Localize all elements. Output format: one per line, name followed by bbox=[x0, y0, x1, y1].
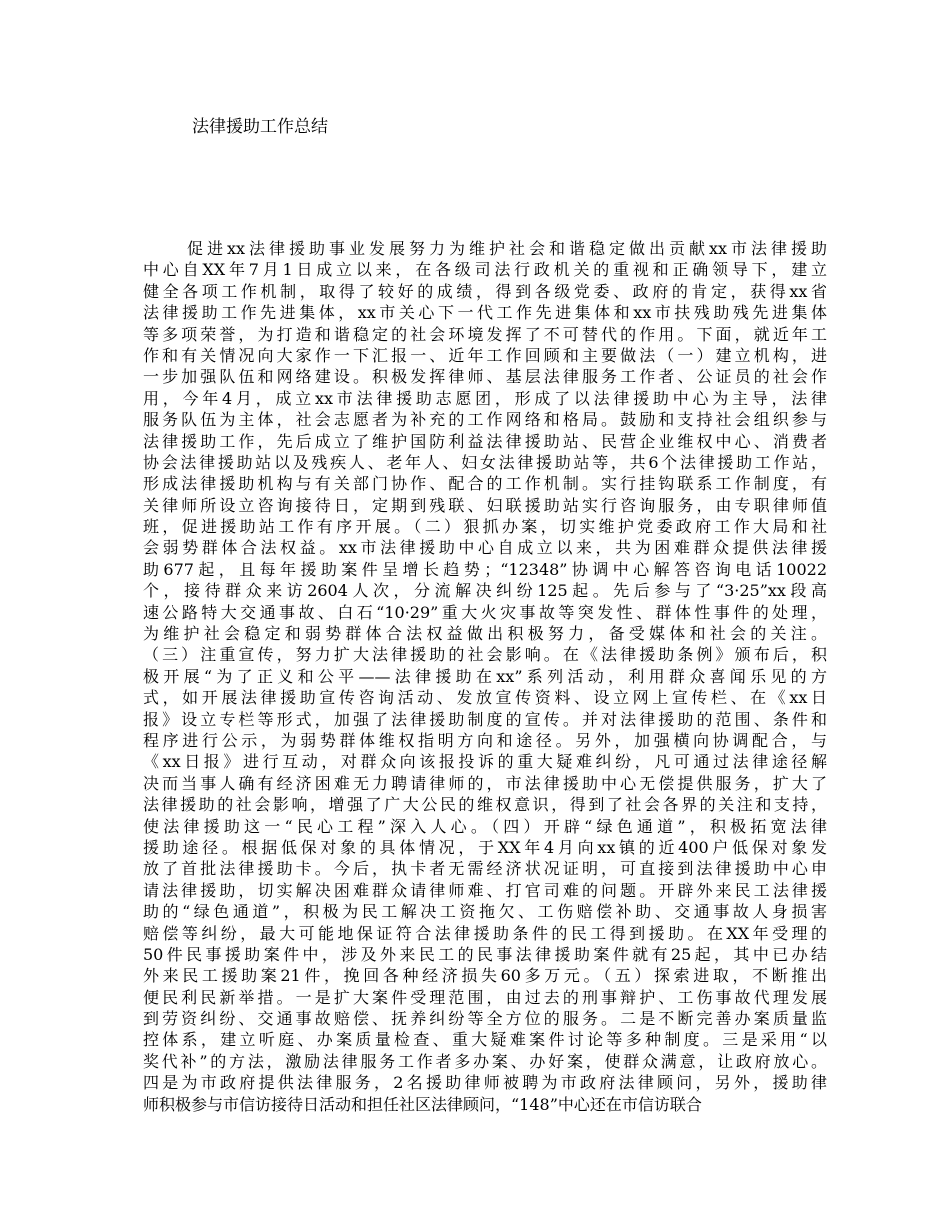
body-line: 形成法律援助机构与有关部门协作、配合的工作机制。实行挂钩联系工作制度，有 bbox=[143, 474, 827, 494]
body-line: 服务队伍为主体，社会志愿者为补充的工作网络和格局。鼓励和支持社会组织参与 bbox=[143, 410, 827, 430]
body-line: 班，促进援助站工作有序开展。（二）狠抓办案，切实维护党委政府工作大局和社 bbox=[143, 517, 827, 537]
body-line: 健全各项工作机制，取得了较好的成绩，得到各级党委、政府的肯定，获得xx省 bbox=[143, 281, 827, 301]
body-line: 报》设立专栏等形式，加强了法律援助制度的宣传。并对法律援助的范围、条件和 bbox=[143, 709, 827, 729]
body-line: 速公路特大交通事故、白石“10·29”重大火灾事故等突发性、群体性事件的处理， bbox=[143, 602, 827, 622]
body-line: 关律师所设立咨询接待日，定期到残联、妇联援助站实行咨询服务，由专职律师值 bbox=[143, 495, 827, 515]
body-line: 等多项荣誉，为打造和谐稳定的社会环境发挥了不可替代的作用。下面，就近年工 bbox=[143, 324, 827, 344]
body-line: 为维护社会稳定和弱势群体合法权益做出积极努力，备受媒体和社会的关注。 bbox=[143, 624, 827, 644]
body-line: 个，接待群众来访2604人次，分流解决纠纷125起。先后参与了“3·25”xx段高 bbox=[143, 581, 827, 601]
body-line: （三）注重宣传，努力扩大法律援助的社会影响。在《法律援助条例》颁布后，积 bbox=[143, 645, 827, 665]
body-line: 四是为市政府提供法律服务，2名援助律师被聘为市政府法律顾问，另外，援助律 bbox=[143, 1073, 827, 1093]
body-line: 极开展“为了正义和公平——法律援助在xx”系列活动，利用群众喜闻乐见的方 bbox=[143, 666, 827, 686]
body-line: 放了首批法律援助卡。今后，执卡者无需经济状况证明，可直接到法律援助中心申 bbox=[143, 859, 827, 879]
body-line: 控体系，建立听庭、办案质量检查、重大疑难案件讨论等多种制度。三是采用“以 bbox=[143, 1030, 827, 1050]
document-title: 法律援助工作总结 bbox=[192, 117, 328, 137]
body-line: 援助途径。根据低保对象的具体情况，于XX年4月向xx镇的近400户低保对象发 bbox=[143, 837, 827, 857]
body-line: 中心自XX年7月1日成立以来，在各级司法行政机关的重视和正确领导下，建立 bbox=[143, 260, 827, 280]
body-line: 决而当事人确有经济困难无力聘请律师的，市法律援助中心无偿提供服务，扩大了 bbox=[143, 773, 827, 793]
body-line: 式，如开展法律援助宣传咨询活动、发放宣传资料、设立网上宣传栏、在《xx日 bbox=[143, 688, 827, 708]
body-line: 奖代补”的方法，激励法律服务工作者多办案、办好案，使群众满意，让政府放心。 bbox=[143, 1051, 827, 1071]
body-line: 会弱势群体合法权益。xx市法律援助中心自成立以来，共为困难群众提供法律援 bbox=[143, 538, 827, 558]
body-line: 用，今年4月，成立xx市法律援助志愿团，形成了以法律援助中心为主导，法律 bbox=[143, 388, 827, 408]
body-line: 助的“绿色通道”，积极为民工解决工资拖欠、工伤赔偿补助、交通事故人身损害 bbox=[143, 902, 827, 922]
body-line: 外来民工援助案21件，挽回各种经济损失60多万元。（五）探索进取，不断推出 bbox=[143, 966, 827, 986]
body-line: 程序进行公示，为弱势群体维权指明方向和途径。另外，加强横向协调配合，与 bbox=[143, 730, 827, 750]
body-line: 一步加强队伍和网络建设。积极发挥律师、基层法律服务工作者、公证员的社会作 bbox=[143, 367, 827, 387]
body-line: 促进xx法律援助事业发展努力为维护社会和谐稳定做出贡献xx市法律援助 bbox=[187, 239, 827, 258]
body-line: 法律援助工作先进集体，xx市关心下一代工作先进集体和xx市扶残助残先进集体 bbox=[143, 303, 827, 323]
body-line: 协会法律援助站以及残疾人、老年人、妇女法律援助站等，共6个法律援助工作站， bbox=[143, 452, 827, 472]
body-line: 50件民事援助案件中，涉及外来民工的民事法律援助案件就有25起，其中已办结 bbox=[143, 944, 827, 964]
body-line: 法律援助工作，先后成立了维护国防利益法律援助站、民营企业维权中心、消费者 bbox=[143, 431, 827, 451]
body-line: 作和有关情况向大家作一下汇报一、近年工作回顾和主要做法（一）建立机构，进 bbox=[143, 345, 827, 365]
body-line: 法律援助的社会影响，增强了广大公民的维权意识，得到了社会各界的关注和支持， bbox=[143, 795, 827, 815]
document-body bbox=[143, 238, 827, 1115]
body-line: 使法律援助这一“民心工程”深入人心。（四）开辟“绿色通道”，积极拓宽法律 bbox=[143, 816, 827, 836]
body-line: 助677起，且每年援助案件呈增长趋势；“12348”协调中心解答咨询电话10022 bbox=[143, 559, 827, 579]
body-line: 《xx日报》进行互动，对群众向该报投诉的重大疑难纠纷，凡可通过法律途径解 bbox=[143, 752, 827, 772]
body-line: 赔偿等纠纷，最大可能地保证符合法律援助条件的民工得到援助。在XX年受理的 bbox=[143, 923, 827, 943]
body-line: 师积极参与市信访接待日活动和担任社区法律顾问，“148”中心还在市信访联合 bbox=[143, 1094, 702, 1114]
body-line: 便民利民新举措。一是扩大案件受理范围，由过去的刑事辩护、工伤事故代理发展 bbox=[143, 987, 827, 1007]
body-line: 请法律援助，切实解决困难群众请律师难、打官司难的问题。开辟外来民工法律援 bbox=[143, 880, 827, 900]
body-line: 到劳资纠纷、交通事故赔偿、抚养纠纷等全方位的服务。二是不断完善办案质量监 bbox=[143, 1009, 827, 1029]
